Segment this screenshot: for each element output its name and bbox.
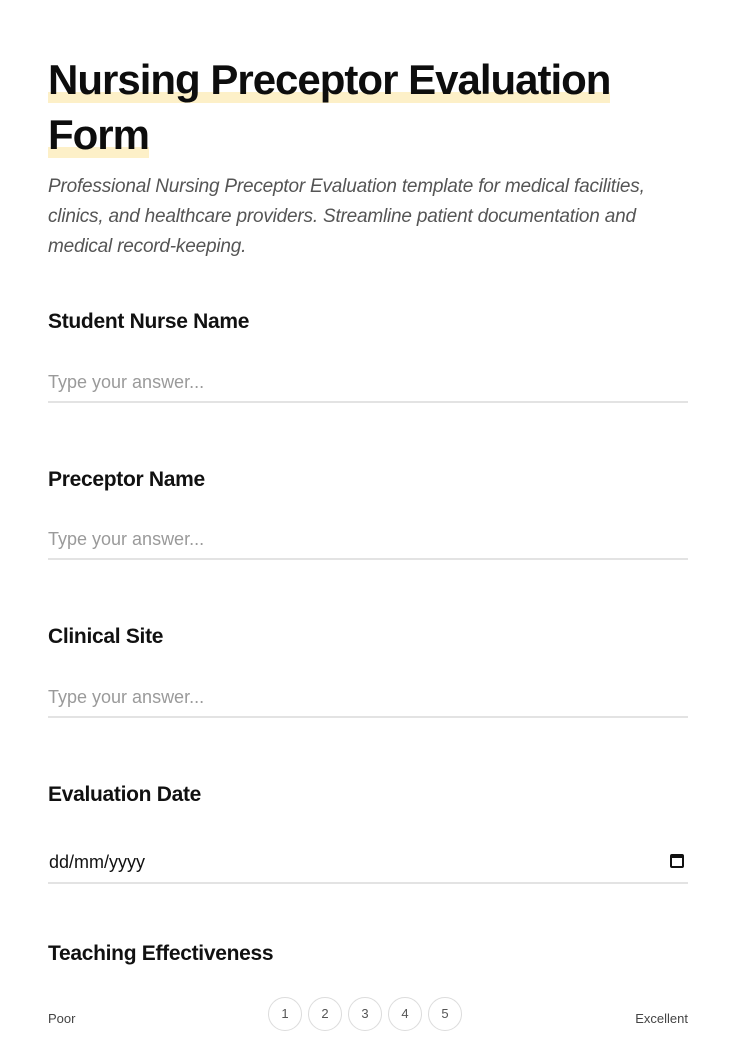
preceptor-name-label: Preceptor Name [48, 468, 205, 491]
rating-high-label: Excellent [635, 1011, 688, 1026]
rating-option-4[interactable]: 4 [388, 997, 422, 1031]
teaching-effectiveness-label: Teaching Effectiveness [48, 942, 274, 965]
evaluation-date-field [48, 782, 688, 872]
rating-option-2[interactable]: 2 [308, 997, 342, 1031]
evaluation-date-placeholder: dd/mm/yyyy [49, 852, 146, 872]
preceptor-name-field [48, 467, 688, 493]
clinical-site-input[interactable] [48, 678, 688, 718]
student-nurse-name-field [48, 309, 688, 335]
evaluation-date-label: Evaluation Date [48, 783, 202, 806]
student-nurse-name-input[interactable] [48, 363, 688, 403]
form-title-line1: Nursing Preceptor Evaluation [48, 56, 611, 103]
rating-low-label: Poor [48, 1011, 76, 1026]
form-container [48, 0, 688, 262]
clinical-site-field [48, 624, 688, 650]
form-title [48, 52, 688, 162]
form-title-line2: Form [48, 111, 149, 158]
preceptor-name-input[interactable] [48, 520, 688, 560]
clinical-site-label: Clinical Site [48, 625, 164, 648]
student-nurse-name-label: Student Nurse Name [48, 310, 250, 333]
teaching-effectiveness-field [48, 941, 688, 1026]
rating-scale [48, 997, 688, 1037]
form-description: Professional Nursing Preceptor Evaluation template for medical facilities, clinics, and healthcare providers. Streamline patient documentation and medical record-keeping. [48, 176, 645, 257]
rating-option-3[interactable]: 3 [348, 997, 382, 1031]
rating-option-5[interactable]: 5 [428, 997, 462, 1031]
evaluation-date-input[interactable] [48, 844, 688, 884]
calendar-icon[interactable] [670, 854, 684, 868]
rating-option-1[interactable]: 1 [268, 997, 302, 1031]
